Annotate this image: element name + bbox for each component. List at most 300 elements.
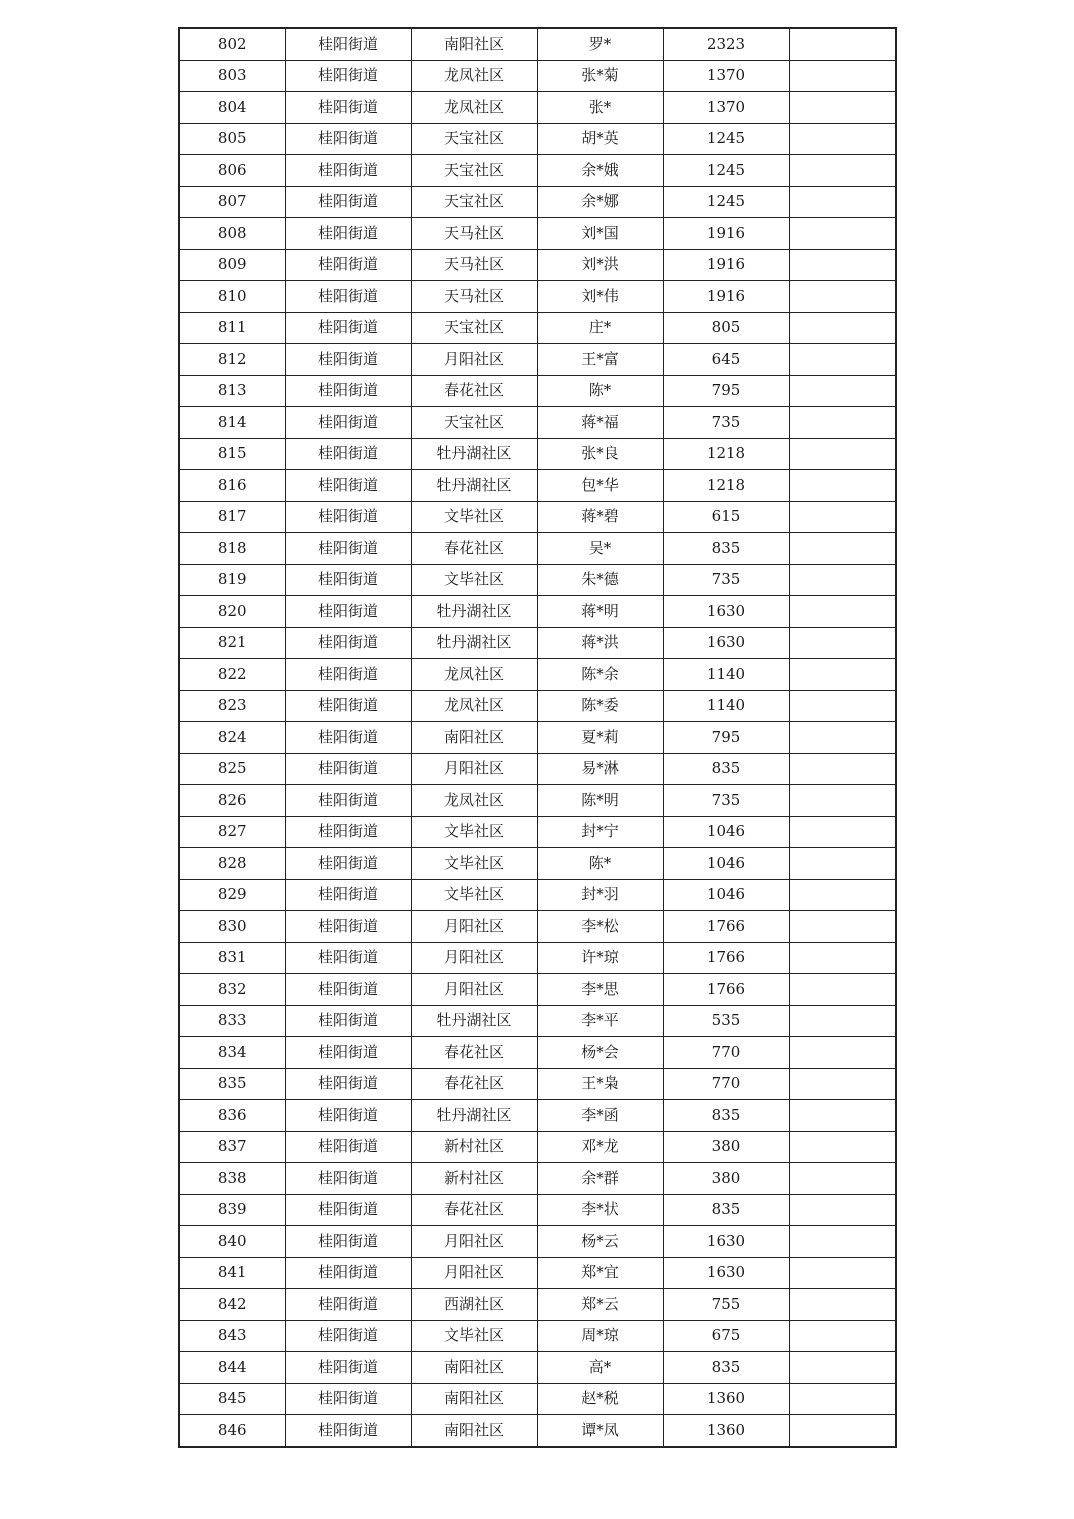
name-cell: 陈*委 — [537, 690, 663, 722]
amount-cell: 805 — [663, 312, 789, 344]
name-cell: 高* — [537, 1352, 663, 1384]
table-row — [179, 155, 896, 187]
row-number-cell: 845 — [179, 1383, 285, 1415]
amount-cell: 380 — [663, 1131, 789, 1163]
name-cell: 李*状 — [537, 1194, 663, 1226]
street-cell: 桂阳街道 — [285, 1005, 411, 1037]
street-cell: 桂阳街道 — [285, 1320, 411, 1352]
row-number-cell: 822 — [179, 659, 285, 691]
name-cell: 刘*洪 — [537, 249, 663, 281]
amount-cell: 1916 — [663, 281, 789, 313]
row-number-cell: 805 — [179, 123, 285, 155]
amount-cell: 735 — [663, 785, 789, 817]
row-number-cell: 831 — [179, 942, 285, 974]
table-row — [179, 218, 896, 250]
table-row — [179, 785, 896, 817]
community-cell: 龙凤社区 — [411, 690, 537, 722]
community-cell: 天马社区 — [411, 218, 537, 250]
table-row — [179, 1068, 896, 1100]
row-number-cell: 821 — [179, 627, 285, 659]
row-number-cell: 809 — [179, 249, 285, 281]
name-cell: 蒋*洪 — [537, 627, 663, 659]
name-cell: 郑*宜 — [537, 1257, 663, 1289]
community-cell: 春花社区 — [411, 375, 537, 407]
community-cell: 牡丹湖社区 — [411, 1100, 537, 1132]
remark-cell — [789, 1289, 896, 1321]
table-row — [179, 816, 896, 848]
amount-cell: 1766 — [663, 942, 789, 974]
row-number-cell: 840 — [179, 1226, 285, 1258]
amount-cell: 1766 — [663, 911, 789, 943]
community-cell: 月阳社区 — [411, 974, 537, 1006]
name-cell: 封*宁 — [537, 816, 663, 848]
remark-cell — [789, 942, 896, 974]
community-cell: 月阳社区 — [411, 753, 537, 785]
name-cell: 朱*德 — [537, 564, 663, 596]
row-number-cell: 824 — [179, 722, 285, 754]
table-row — [179, 1037, 896, 1069]
amount-cell: 1245 — [663, 155, 789, 187]
street-cell: 桂阳街道 — [285, 848, 411, 880]
remark-cell — [789, 1194, 896, 1226]
row-number-cell: 839 — [179, 1194, 285, 1226]
remark-cell — [789, 1320, 896, 1352]
row-number-cell: 833 — [179, 1005, 285, 1037]
amount-cell: 835 — [663, 1194, 789, 1226]
name-cell: 庄* — [537, 312, 663, 344]
amount-cell: 2323 — [663, 28, 789, 60]
street-cell: 桂阳街道 — [285, 281, 411, 313]
remark-cell — [789, 28, 896, 60]
remark-cell — [789, 1415, 896, 1447]
row-number-cell: 816 — [179, 470, 285, 502]
row-number-cell: 817 — [179, 501, 285, 533]
name-cell: 余*群 — [537, 1163, 663, 1195]
amount-cell: 675 — [663, 1320, 789, 1352]
row-number-cell: 838 — [179, 1163, 285, 1195]
row-number-cell: 828 — [179, 848, 285, 880]
amount-cell: 1360 — [663, 1415, 789, 1447]
row-number-cell: 823 — [179, 690, 285, 722]
name-cell: 谭*凤 — [537, 1415, 663, 1447]
table-row — [179, 722, 896, 754]
amount-cell: 735 — [663, 407, 789, 439]
street-cell: 桂阳街道 — [285, 123, 411, 155]
table-row — [179, 1131, 896, 1163]
street-cell: 桂阳街道 — [285, 218, 411, 250]
row-number-cell: 815 — [179, 438, 285, 470]
table-row — [179, 1005, 896, 1037]
row-number-cell: 832 — [179, 974, 285, 1006]
table-row — [179, 60, 896, 92]
amount-cell: 1916 — [663, 249, 789, 281]
amount-cell: 1766 — [663, 974, 789, 1006]
street-cell: 桂阳街道 — [285, 785, 411, 817]
row-number-cell: 807 — [179, 186, 285, 218]
community-cell: 龙凤社区 — [411, 785, 537, 817]
amount-cell: 645 — [663, 344, 789, 376]
community-cell: 文毕社区 — [411, 1320, 537, 1352]
remark-cell — [789, 596, 896, 628]
amount-cell: 1140 — [663, 659, 789, 691]
table-row — [179, 1194, 896, 1226]
row-number-cell: 837 — [179, 1131, 285, 1163]
row-number-cell: 846 — [179, 1415, 285, 1447]
amount-cell: 1630 — [663, 627, 789, 659]
street-cell: 桂阳街道 — [285, 942, 411, 974]
community-cell: 春花社区 — [411, 1194, 537, 1226]
table-row — [179, 1289, 896, 1321]
street-cell: 桂阳街道 — [285, 186, 411, 218]
remark-cell — [789, 60, 896, 92]
community-cell: 文毕社区 — [411, 879, 537, 911]
amount-cell: 1630 — [663, 1226, 789, 1258]
name-cell: 夏*莉 — [537, 722, 663, 754]
street-cell: 桂阳街道 — [285, 470, 411, 502]
community-cell: 天宝社区 — [411, 123, 537, 155]
remark-cell — [789, 533, 896, 565]
remark-cell — [789, 186, 896, 218]
remark-cell — [789, 501, 896, 533]
name-cell: 张*菊 — [537, 60, 663, 92]
amount-cell: 615 — [663, 501, 789, 533]
table-row — [179, 911, 896, 943]
table-row — [179, 375, 896, 407]
name-cell: 陈*明 — [537, 785, 663, 817]
street-cell: 桂阳街道 — [285, 879, 411, 911]
street-cell: 桂阳街道 — [285, 1068, 411, 1100]
remark-cell — [789, 92, 896, 124]
name-cell: 李*思 — [537, 974, 663, 1006]
remark-cell — [789, 848, 896, 880]
community-cell: 月阳社区 — [411, 1257, 537, 1289]
community-cell: 牡丹湖社区 — [411, 596, 537, 628]
remark-cell — [789, 1037, 896, 1069]
remark-cell — [789, 722, 896, 754]
street-cell: 桂阳街道 — [285, 596, 411, 628]
street-cell: 桂阳街道 — [285, 1226, 411, 1258]
amount-cell: 770 — [663, 1068, 789, 1100]
name-cell: 赵*税 — [537, 1383, 663, 1415]
street-cell: 桂阳街道 — [285, 1194, 411, 1226]
remark-cell — [789, 155, 896, 187]
community-cell: 牡丹湖社区 — [411, 1005, 537, 1037]
remark-cell — [789, 470, 896, 502]
remark-cell — [789, 816, 896, 848]
community-cell: 龙凤社区 — [411, 60, 537, 92]
table-row — [179, 690, 896, 722]
beneficiary-table — [178, 27, 897, 1448]
row-number-cell: 844 — [179, 1352, 285, 1384]
remark-cell — [789, 1005, 896, 1037]
name-cell: 刘*伟 — [537, 281, 663, 313]
table-row — [179, 596, 896, 628]
name-cell: 易*淋 — [537, 753, 663, 785]
name-cell: 陈* — [537, 848, 663, 880]
remark-cell — [789, 879, 896, 911]
remark-cell — [789, 1100, 896, 1132]
table-row — [179, 312, 896, 344]
community-cell: 天宝社区 — [411, 155, 537, 187]
remark-cell — [789, 1131, 896, 1163]
community-cell: 新村社区 — [411, 1131, 537, 1163]
street-cell: 桂阳街道 — [285, 60, 411, 92]
table-row — [179, 974, 896, 1006]
name-cell: 余*娥 — [537, 155, 663, 187]
remark-cell — [789, 974, 896, 1006]
remark-cell — [789, 344, 896, 376]
amount-cell: 1245 — [663, 186, 789, 218]
table-row — [179, 753, 896, 785]
community-cell: 南阳社区 — [411, 1352, 537, 1384]
table-row — [179, 659, 896, 691]
name-cell: 李*函 — [537, 1100, 663, 1132]
amount-cell: 735 — [663, 564, 789, 596]
table-row — [179, 501, 896, 533]
table-row — [179, 1352, 896, 1384]
amount-cell: 1046 — [663, 816, 789, 848]
remark-cell — [789, 249, 896, 281]
community-cell: 天宝社区 — [411, 312, 537, 344]
street-cell: 桂阳街道 — [285, 627, 411, 659]
street-cell: 桂阳街道 — [285, 92, 411, 124]
row-number-cell: 814 — [179, 407, 285, 439]
community-cell: 月阳社区 — [411, 911, 537, 943]
name-cell: 胡*英 — [537, 123, 663, 155]
community-cell: 西湖社区 — [411, 1289, 537, 1321]
amount-cell: 1630 — [663, 596, 789, 628]
row-number-cell: 835 — [179, 1068, 285, 1100]
row-number-cell: 820 — [179, 596, 285, 628]
amount-cell: 1046 — [663, 848, 789, 880]
table-row — [179, 407, 896, 439]
name-cell: 张*良 — [537, 438, 663, 470]
name-cell: 杨*会 — [537, 1037, 663, 1069]
community-cell: 天马社区 — [411, 249, 537, 281]
row-number-cell: 803 — [179, 60, 285, 92]
row-number-cell: 826 — [179, 785, 285, 817]
street-cell: 桂阳街道 — [285, 974, 411, 1006]
name-cell: 吴* — [537, 533, 663, 565]
name-cell: 邓*龙 — [537, 1131, 663, 1163]
row-number-cell: 827 — [179, 816, 285, 848]
amount-cell: 380 — [663, 1163, 789, 1195]
row-number-cell: 818 — [179, 533, 285, 565]
name-cell: 封*羽 — [537, 879, 663, 911]
row-number-cell: 811 — [179, 312, 285, 344]
row-number-cell: 802 — [179, 28, 285, 60]
table-row — [179, 942, 896, 974]
community-cell: 文毕社区 — [411, 501, 537, 533]
name-cell: 余*娜 — [537, 186, 663, 218]
table-row — [179, 1415, 896, 1447]
amount-cell: 835 — [663, 1100, 789, 1132]
row-number-cell: 829 — [179, 879, 285, 911]
community-cell: 文毕社区 — [411, 848, 537, 880]
street-cell: 桂阳街道 — [285, 816, 411, 848]
name-cell: 张* — [537, 92, 663, 124]
street-cell: 桂阳街道 — [285, 344, 411, 376]
name-cell: 周*琼 — [537, 1320, 663, 1352]
street-cell: 桂阳街道 — [285, 690, 411, 722]
row-number-cell: 819 — [179, 564, 285, 596]
amount-cell: 1140 — [663, 690, 789, 722]
row-number-cell: 834 — [179, 1037, 285, 1069]
table-row — [179, 848, 896, 880]
street-cell: 桂阳街道 — [285, 249, 411, 281]
community-cell: 春花社区 — [411, 533, 537, 565]
name-cell: 王*枭 — [537, 1068, 663, 1100]
remark-cell — [789, 627, 896, 659]
amount-cell: 1245 — [663, 123, 789, 155]
community-cell: 文毕社区 — [411, 564, 537, 596]
row-number-cell: 808 — [179, 218, 285, 250]
street-cell: 桂阳街道 — [285, 501, 411, 533]
remark-cell — [789, 1163, 896, 1195]
street-cell: 桂阳街道 — [285, 533, 411, 565]
amount-cell: 1370 — [663, 92, 789, 124]
amount-cell: 755 — [663, 1289, 789, 1321]
community-cell: 牡丹湖社区 — [411, 627, 537, 659]
amount-cell: 1916 — [663, 218, 789, 250]
remark-cell — [789, 785, 896, 817]
street-cell: 桂阳街道 — [285, 564, 411, 596]
name-cell: 蒋*明 — [537, 596, 663, 628]
name-cell: 李*松 — [537, 911, 663, 943]
name-cell: 陈* — [537, 375, 663, 407]
remark-cell — [789, 123, 896, 155]
street-cell: 桂阳街道 — [285, 1100, 411, 1132]
name-cell: 许*琼 — [537, 942, 663, 974]
community-cell: 月阳社区 — [411, 1226, 537, 1258]
remark-cell — [789, 375, 896, 407]
community-cell: 牡丹湖社区 — [411, 470, 537, 502]
row-number-cell: 836 — [179, 1100, 285, 1132]
table-row — [179, 281, 896, 313]
table-row — [179, 249, 896, 281]
table-row — [179, 1383, 896, 1415]
table-row — [179, 344, 896, 376]
name-cell: 罗* — [537, 28, 663, 60]
name-cell: 杨*云 — [537, 1226, 663, 1258]
community-cell: 牡丹湖社区 — [411, 438, 537, 470]
row-number-cell: 810 — [179, 281, 285, 313]
row-number-cell: 812 — [179, 344, 285, 376]
table-row — [179, 470, 896, 502]
remark-cell — [789, 312, 896, 344]
community-cell: 天宝社区 — [411, 407, 537, 439]
remark-cell — [789, 1352, 896, 1384]
table-body — [179, 28, 896, 1447]
remark-cell — [789, 911, 896, 943]
row-number-cell: 830 — [179, 911, 285, 943]
community-cell: 新村社区 — [411, 1163, 537, 1195]
street-cell: 桂阳街道 — [285, 753, 411, 785]
amount-cell: 1218 — [663, 438, 789, 470]
name-cell: 蒋*碧 — [537, 501, 663, 533]
table-row — [179, 1257, 896, 1289]
row-number-cell: 804 — [179, 92, 285, 124]
street-cell: 桂阳街道 — [285, 722, 411, 754]
street-cell: 桂阳街道 — [285, 1163, 411, 1195]
row-number-cell: 813 — [179, 375, 285, 407]
name-cell: 蒋*福 — [537, 407, 663, 439]
remark-cell — [789, 1226, 896, 1258]
name-cell: 李*平 — [537, 1005, 663, 1037]
row-number-cell: 841 — [179, 1257, 285, 1289]
row-number-cell: 843 — [179, 1320, 285, 1352]
table-row — [179, 627, 896, 659]
table-row — [179, 564, 896, 596]
street-cell: 桂阳街道 — [285, 1352, 411, 1384]
row-number-cell: 825 — [179, 753, 285, 785]
street-cell: 桂阳街道 — [285, 312, 411, 344]
amount-cell: 1046 — [663, 879, 789, 911]
remark-cell — [789, 1257, 896, 1289]
table-row — [179, 1226, 896, 1258]
community-cell: 龙凤社区 — [411, 659, 537, 691]
amount-cell: 1630 — [663, 1257, 789, 1289]
name-cell: 郑*云 — [537, 1289, 663, 1321]
community-cell: 南阳社区 — [411, 1383, 537, 1415]
remark-cell — [789, 438, 896, 470]
table-row — [179, 123, 896, 155]
street-cell: 桂阳街道 — [285, 155, 411, 187]
street-cell: 桂阳街道 — [285, 407, 411, 439]
street-cell: 桂阳街道 — [285, 1257, 411, 1289]
community-cell: 春花社区 — [411, 1037, 537, 1069]
remark-cell — [789, 218, 896, 250]
community-cell: 南阳社区 — [411, 722, 537, 754]
table-row — [179, 533, 896, 565]
table-row — [179, 879, 896, 911]
remark-cell — [789, 690, 896, 722]
street-cell: 桂阳街道 — [285, 1131, 411, 1163]
community-cell: 天马社区 — [411, 281, 537, 313]
amount-cell: 535 — [663, 1005, 789, 1037]
remark-cell — [789, 1383, 896, 1415]
remark-cell — [789, 753, 896, 785]
table-row — [179, 28, 896, 60]
row-number-cell: 806 — [179, 155, 285, 187]
community-cell: 龙凤社区 — [411, 92, 537, 124]
table-row — [179, 1320, 896, 1352]
remark-cell — [789, 1068, 896, 1100]
community-cell: 南阳社区 — [411, 28, 537, 60]
street-cell: 桂阳街道 — [285, 1037, 411, 1069]
community-cell: 月阳社区 — [411, 344, 537, 376]
community-cell: 春花社区 — [411, 1068, 537, 1100]
amount-cell: 1360 — [663, 1383, 789, 1415]
table-row — [179, 438, 896, 470]
remark-cell — [789, 281, 896, 313]
street-cell: 桂阳街道 — [285, 375, 411, 407]
community-cell: 文毕社区 — [411, 816, 537, 848]
table-row — [179, 1100, 896, 1132]
remark-cell — [789, 564, 896, 596]
street-cell: 桂阳街道 — [285, 438, 411, 470]
name-cell: 王*富 — [537, 344, 663, 376]
amount-cell: 770 — [663, 1037, 789, 1069]
name-cell: 刘*国 — [537, 218, 663, 250]
amount-cell: 795 — [663, 722, 789, 754]
street-cell: 桂阳街道 — [285, 1289, 411, 1321]
table-row — [179, 92, 896, 124]
amount-cell: 1218 — [663, 470, 789, 502]
name-cell: 包*华 — [537, 470, 663, 502]
street-cell: 桂阳街道 — [285, 28, 411, 60]
table-row — [179, 186, 896, 218]
